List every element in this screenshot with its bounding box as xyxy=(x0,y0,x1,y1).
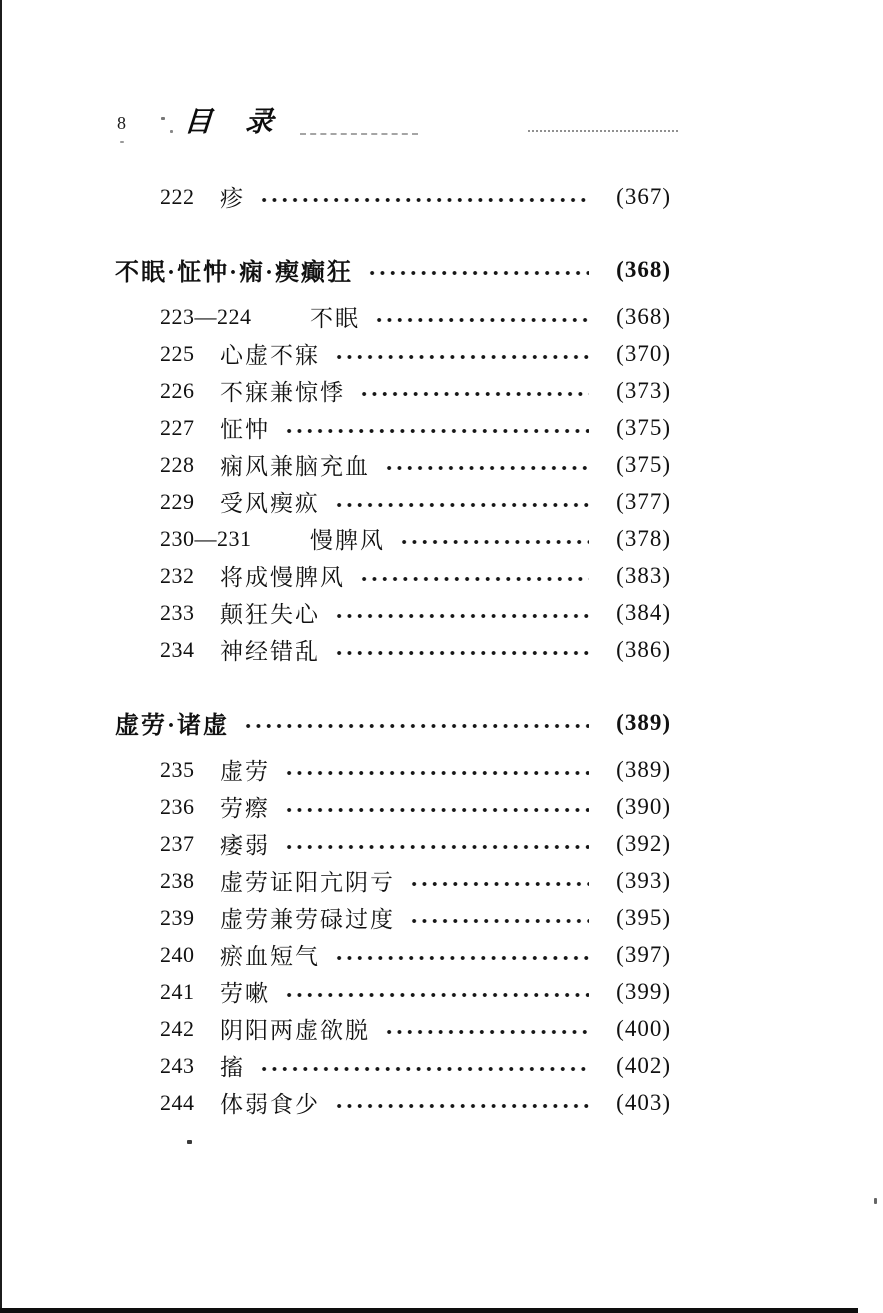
scan-artifact xyxy=(120,141,124,143)
toc-entry-row xyxy=(115,594,671,631)
dot-leader xyxy=(409,917,589,925)
dot-leader xyxy=(359,390,589,398)
page-number-ref: (378) xyxy=(616,525,671,551)
dot-leader xyxy=(334,1102,589,1110)
dot-leader xyxy=(409,880,589,888)
entry-title: 劳瘵 xyxy=(220,796,270,821)
entry-number: 235 xyxy=(160,756,195,782)
entry-number: 241 xyxy=(160,978,195,1004)
dot-leader xyxy=(384,464,589,472)
entry-title: 将成慢脾风 xyxy=(220,565,345,590)
entry-title: 虚劳 xyxy=(220,759,270,784)
toc-entry-row xyxy=(115,178,671,215)
toc-entry-row xyxy=(115,1047,671,1084)
entry-title: 痫风兼脑充血 xyxy=(220,454,370,479)
section-title: 虚劳·诸虚 xyxy=(115,713,230,739)
entry-number: 244 xyxy=(160,1089,195,1115)
page-number-ref: (367) xyxy=(616,183,671,209)
toc-entry-row xyxy=(115,936,671,973)
section-title: 不眠·怔忡·痫·瘈癫狂 xyxy=(115,260,354,286)
dot-leader xyxy=(374,316,589,324)
toc-entry-row xyxy=(115,631,671,668)
entry-number: 237 xyxy=(160,830,195,856)
dot-leader xyxy=(334,649,589,657)
entry-title: 疹 xyxy=(220,186,245,211)
toc-entry-row xyxy=(115,409,671,446)
entry-number: 233 xyxy=(160,599,195,625)
dot-leader xyxy=(284,991,589,999)
entry-number: 236 xyxy=(160,793,195,819)
page-number-ref: (368) xyxy=(616,303,671,329)
entry-number: 223—224 xyxy=(160,303,252,329)
dot-leader xyxy=(384,1028,589,1036)
page-number-ref: (383) xyxy=(616,562,671,588)
entry-number: 232 xyxy=(160,562,195,588)
entry-number: 240 xyxy=(160,941,195,967)
entry-title: 虚劳证阳亢阴亏 xyxy=(220,870,395,895)
scan-artifact xyxy=(187,1140,192,1144)
toc-entry-row xyxy=(115,446,671,483)
entry-title: 体弱食少 xyxy=(220,1092,320,1117)
toc-entry-row xyxy=(115,372,671,409)
entry-number: 225 xyxy=(160,340,195,366)
toc-entry-row xyxy=(115,335,671,372)
toc-entry-row xyxy=(115,1010,671,1047)
entry-number: 239 xyxy=(160,904,195,930)
toc-entry-row xyxy=(115,825,671,862)
toc-entry-row xyxy=(115,298,671,335)
page-number-ref: (399) xyxy=(616,978,671,1004)
dot-leader xyxy=(334,954,589,962)
dot-leader xyxy=(399,538,589,546)
entry-title: 受风瘈疭 xyxy=(220,491,320,516)
page-number-ref: (397) xyxy=(616,941,671,967)
entry-number: 222 xyxy=(160,183,195,209)
entry-title: 搐 xyxy=(220,1055,245,1080)
page-number-ref: (395) xyxy=(616,904,671,930)
entry-title: 瘀血短气 xyxy=(220,944,320,969)
toc-entry-row xyxy=(115,751,671,788)
toc-section-heading-row xyxy=(115,704,671,741)
page-number-ref: (393) xyxy=(616,867,671,893)
entry-number: 238 xyxy=(160,867,195,893)
page-number-ref: (370) xyxy=(616,340,671,366)
entry-title: 心虚不寐 xyxy=(220,343,320,368)
dot-leader xyxy=(334,501,589,509)
toc-list xyxy=(115,178,671,1121)
scan-edge-bottom-line xyxy=(0,1308,858,1313)
page-number-ref: (373) xyxy=(616,377,671,403)
entry-number: 234 xyxy=(160,636,195,662)
entry-title: 神经错乱 xyxy=(220,639,320,664)
dot-leader xyxy=(334,612,589,620)
toc-entry-row xyxy=(115,520,671,557)
page-number-ref: (375) xyxy=(616,451,671,477)
page-number-ref: (390) xyxy=(616,793,671,819)
entry-number: 227 xyxy=(160,414,195,440)
dot-leader xyxy=(243,722,589,730)
entry-title: 颠狂失心 xyxy=(220,602,320,627)
entry-number: 243 xyxy=(160,1052,195,1078)
toc-section-heading-row xyxy=(115,251,671,288)
page-number-ref: (392) xyxy=(616,830,671,856)
entry-title: 劳嗽 xyxy=(220,981,270,1006)
dot-leader xyxy=(359,575,589,583)
page-number-ref: (403) xyxy=(616,1089,671,1115)
page-number-ref: (375) xyxy=(616,414,671,440)
page-header xyxy=(117,106,717,140)
dot-leader xyxy=(284,427,589,435)
page-number-ref: (386) xyxy=(616,636,671,662)
toc-entry-row xyxy=(115,1084,671,1121)
entry-title: 阴阳两虚欲脱 xyxy=(220,1018,370,1043)
dot-leader xyxy=(284,769,589,777)
scan-artifact xyxy=(874,1198,877,1204)
dot-leader xyxy=(334,353,589,361)
toc-entry-row xyxy=(115,557,671,594)
entry-number: 226 xyxy=(160,377,195,403)
page-title: 目 录 xyxy=(182,107,288,138)
dot-leader xyxy=(259,196,589,204)
page-number-ref: (377) xyxy=(616,488,671,514)
entry-title: 虚劳兼劳碌过度 xyxy=(220,907,395,932)
scan-edge-left-line xyxy=(0,0,2,1313)
entry-title: 慢脾风 xyxy=(310,528,385,553)
dot-leader xyxy=(284,843,589,851)
page-number-ref: (384) xyxy=(616,599,671,625)
toc-entry-row xyxy=(115,973,671,1010)
entry-title: 怔忡 xyxy=(220,417,270,442)
toc-entry-row xyxy=(115,862,671,899)
dot-leader xyxy=(259,1065,589,1073)
page-number-ref: (389) xyxy=(616,709,671,735)
entry-title: 不寐兼惊悸 xyxy=(220,380,345,405)
folio-page-number: 8 xyxy=(117,113,126,133)
page-number-ref: (368) xyxy=(616,256,671,282)
entry-title: 不眠 xyxy=(310,306,360,331)
page-number-ref: (402) xyxy=(616,1052,671,1078)
entry-title: 痿弱 xyxy=(220,833,270,858)
dot-leader xyxy=(284,806,589,814)
dot-leader xyxy=(367,269,589,277)
toc-entry-row xyxy=(115,899,671,936)
entry-number: 229 xyxy=(160,488,195,514)
toc-entry-row xyxy=(115,483,671,520)
entry-number: 230—231 xyxy=(160,525,252,551)
page-number-ref: (400) xyxy=(616,1015,671,1041)
toc-entry-row xyxy=(115,788,671,825)
entry-number: 242 xyxy=(160,1015,195,1041)
entry-number: 228 xyxy=(160,451,195,477)
page-number-ref: (389) xyxy=(616,756,671,782)
